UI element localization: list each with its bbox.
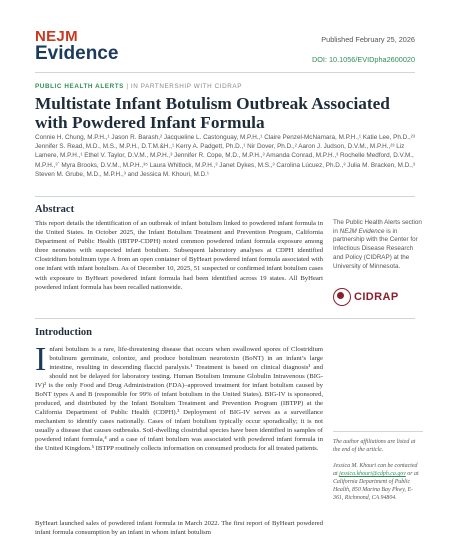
contact-email-link[interactable]: jessica.khouri@cdph.ca.gov: [339, 471, 406, 477]
partnership-note: [333, 219, 423, 271]
abstract-text: This report details the identification of an outbreak of infant botulism linked to powdered infant formula in the United States. In October 2025, the Infant Botulism Treatment and Prevention Program, California Department of Public Health (IBTPP-CDPH) noted common powdered infant formula exposure among three neonates with suspected infant botulism. Subsequent laboratory analyses at CDPH identified Clostridium botulinum type A from an open container of ByHeart powdered infant formula associated with one infant with infant botulism. As of December 10, 2025, 51 suspected or confirmed infant botulism cases with exposure to ByHeart powdered infant formula had been identified across 19 states. All ByHeart powdered infant formula has been recalled nationwide.: [35, 220, 323, 291]
section-tag: [35, 83, 242, 90]
cidrap-logo-text: CIDRAP: [354, 291, 399, 303]
contact-note-post: or at California Department of Public Health, 850 Marina Bay Pkwy, E-361, Richmond, CA 94804.: [333, 471, 419, 501]
section-tag-secondary: | IN PARTNERSHIP WITH CIDRAP: [123, 83, 243, 90]
sidebar-divider: [333, 431, 423, 432]
authors-divider: [35, 196, 415, 197]
introduction-paragraph-2: ByHeart launched sales of powdered infant formula in March 2022. The first report of ByHeart powdered infant formula consumption by an infant in whom infant botulism: [35, 520, 323, 536]
author-list: Connie H. Chung, M.P.H.,¹ Jason R. Barash,² Jacqueline L. Castonguay, M.P.H.,¹ Claire Penzel-McNamara, M.P.H.,¹ Katie Lee, Ph.D.,²³ Jennifer S. Read, M.D., M.S., M.P.H., D.T.M.&H.,¹ Kerry A. Padgett, Ph.D.,¹ Nir Dover, Ph.D.,² Aaron J. Judson, D.V.M., M.P.H.,²³ Liz Lamere, M.P.H.,¹ Ethel V. Taylor, D.V.M., M.P.H.,³ Jennifer R. Cope, M.D., M.P.H.,³ Amanda Conrad, M.P.H.,³ Rochelle Medford, D.V.M., M.P.H.,³´ Myra Brooks, D.V.M., M.P.H.,³⁵ Laura Whitlock, M.P.H.,³ Janet Dykes, M.S.,³ Carolina Lúcuez, Ph.D.,³ Julia M. Bracken, M.D.,³ Steven M. Grube, M.D., M.P.H.,³ and Jessica M. Khouri, M.D.¹: [35, 134, 415, 178]
introduction-paragraph-1: [35, 341, 323, 453]
article-title: Multistate Infant Botulism Outbreak Associated with Powdered Infant Formula: [35, 94, 390, 132]
partnership-note-pre: The Public Health Alerts section in: [333, 219, 422, 235]
nejm-logo-top: NEJM: [35, 28, 78, 45]
contact-note: [333, 462, 423, 502]
introduction-heading: Introduction: [35, 327, 92, 338]
cidrap-logo: [333, 288, 399, 306]
nejm-logo-bottom: Evidence: [35, 43, 119, 64]
abstract-divider: [35, 318, 415, 319]
partnership-note-post: is in partnership with the Center for Infectious Disease Research and Policy (CIDRAP) at the University of Minnesota.: [333, 227, 418, 270]
published-date: Published February 25, 2026: [321, 35, 415, 44]
doi-link[interactable]: DOI: 10.1056/EVIDpha2600020: [311, 55, 415, 64]
introduction-paragraph-1-text: nfant botulism is a rare, life-threatening disease that occurs when swallowed spores of Clostridium botulinum germinate, colonize, and produce botulinum neurotoxin (BoNT) in an infant’s large intestine, resulting in descending flaccid paralysis.¹ Treatment is based on clinical diagnosis¹ and should not be delayed for laboratory testing. Human Botulism Immune Globulin Intravenous (BIG-IV)² is the only Food and Drug Administration (FDA)–approved treatment for infant botulism caused by BoNT types A and B (responsible for 99% of infant botulism in the United States). BIG-IV is sponsored, produced, and distributed by the Infant Botulism Treatment and Prevention Program (IBTPP) at the California Department of Public Health (CDPH).³ Deployment of BIG-IV serves as a surveillance mechanism to identify cases nationally. Cases of infant botulism typically occur sporadically; it is not usually a disease that causes outbreaks. Soil-dwelling clostridial species have been identified in samples of powdered infant formula,⁴ and a case of infant botulism was associated with powdered infant formula in the United Kingdom.⁵ IBTPP routinely collects information on consumed products for all treated patients.: [35, 346, 323, 452]
affiliations-note: The author affiliations are listed at the end of the article.: [333, 439, 416, 453]
partnership-journal: NEJM Evidence: [339, 227, 385, 235]
contact-note-pre: Jessica M. Khouri can be contacted at: [333, 463, 418, 477]
section-tag-primary[interactable]: PUBLIC HEALTH ALERTS: [35, 83, 124, 90]
abstract-heading: Abstract: [35, 204, 75, 215]
header-divider: [35, 72, 415, 73]
drop-cap: I: [35, 341, 47, 378]
cidrap-circle-icon: [333, 288, 351, 306]
